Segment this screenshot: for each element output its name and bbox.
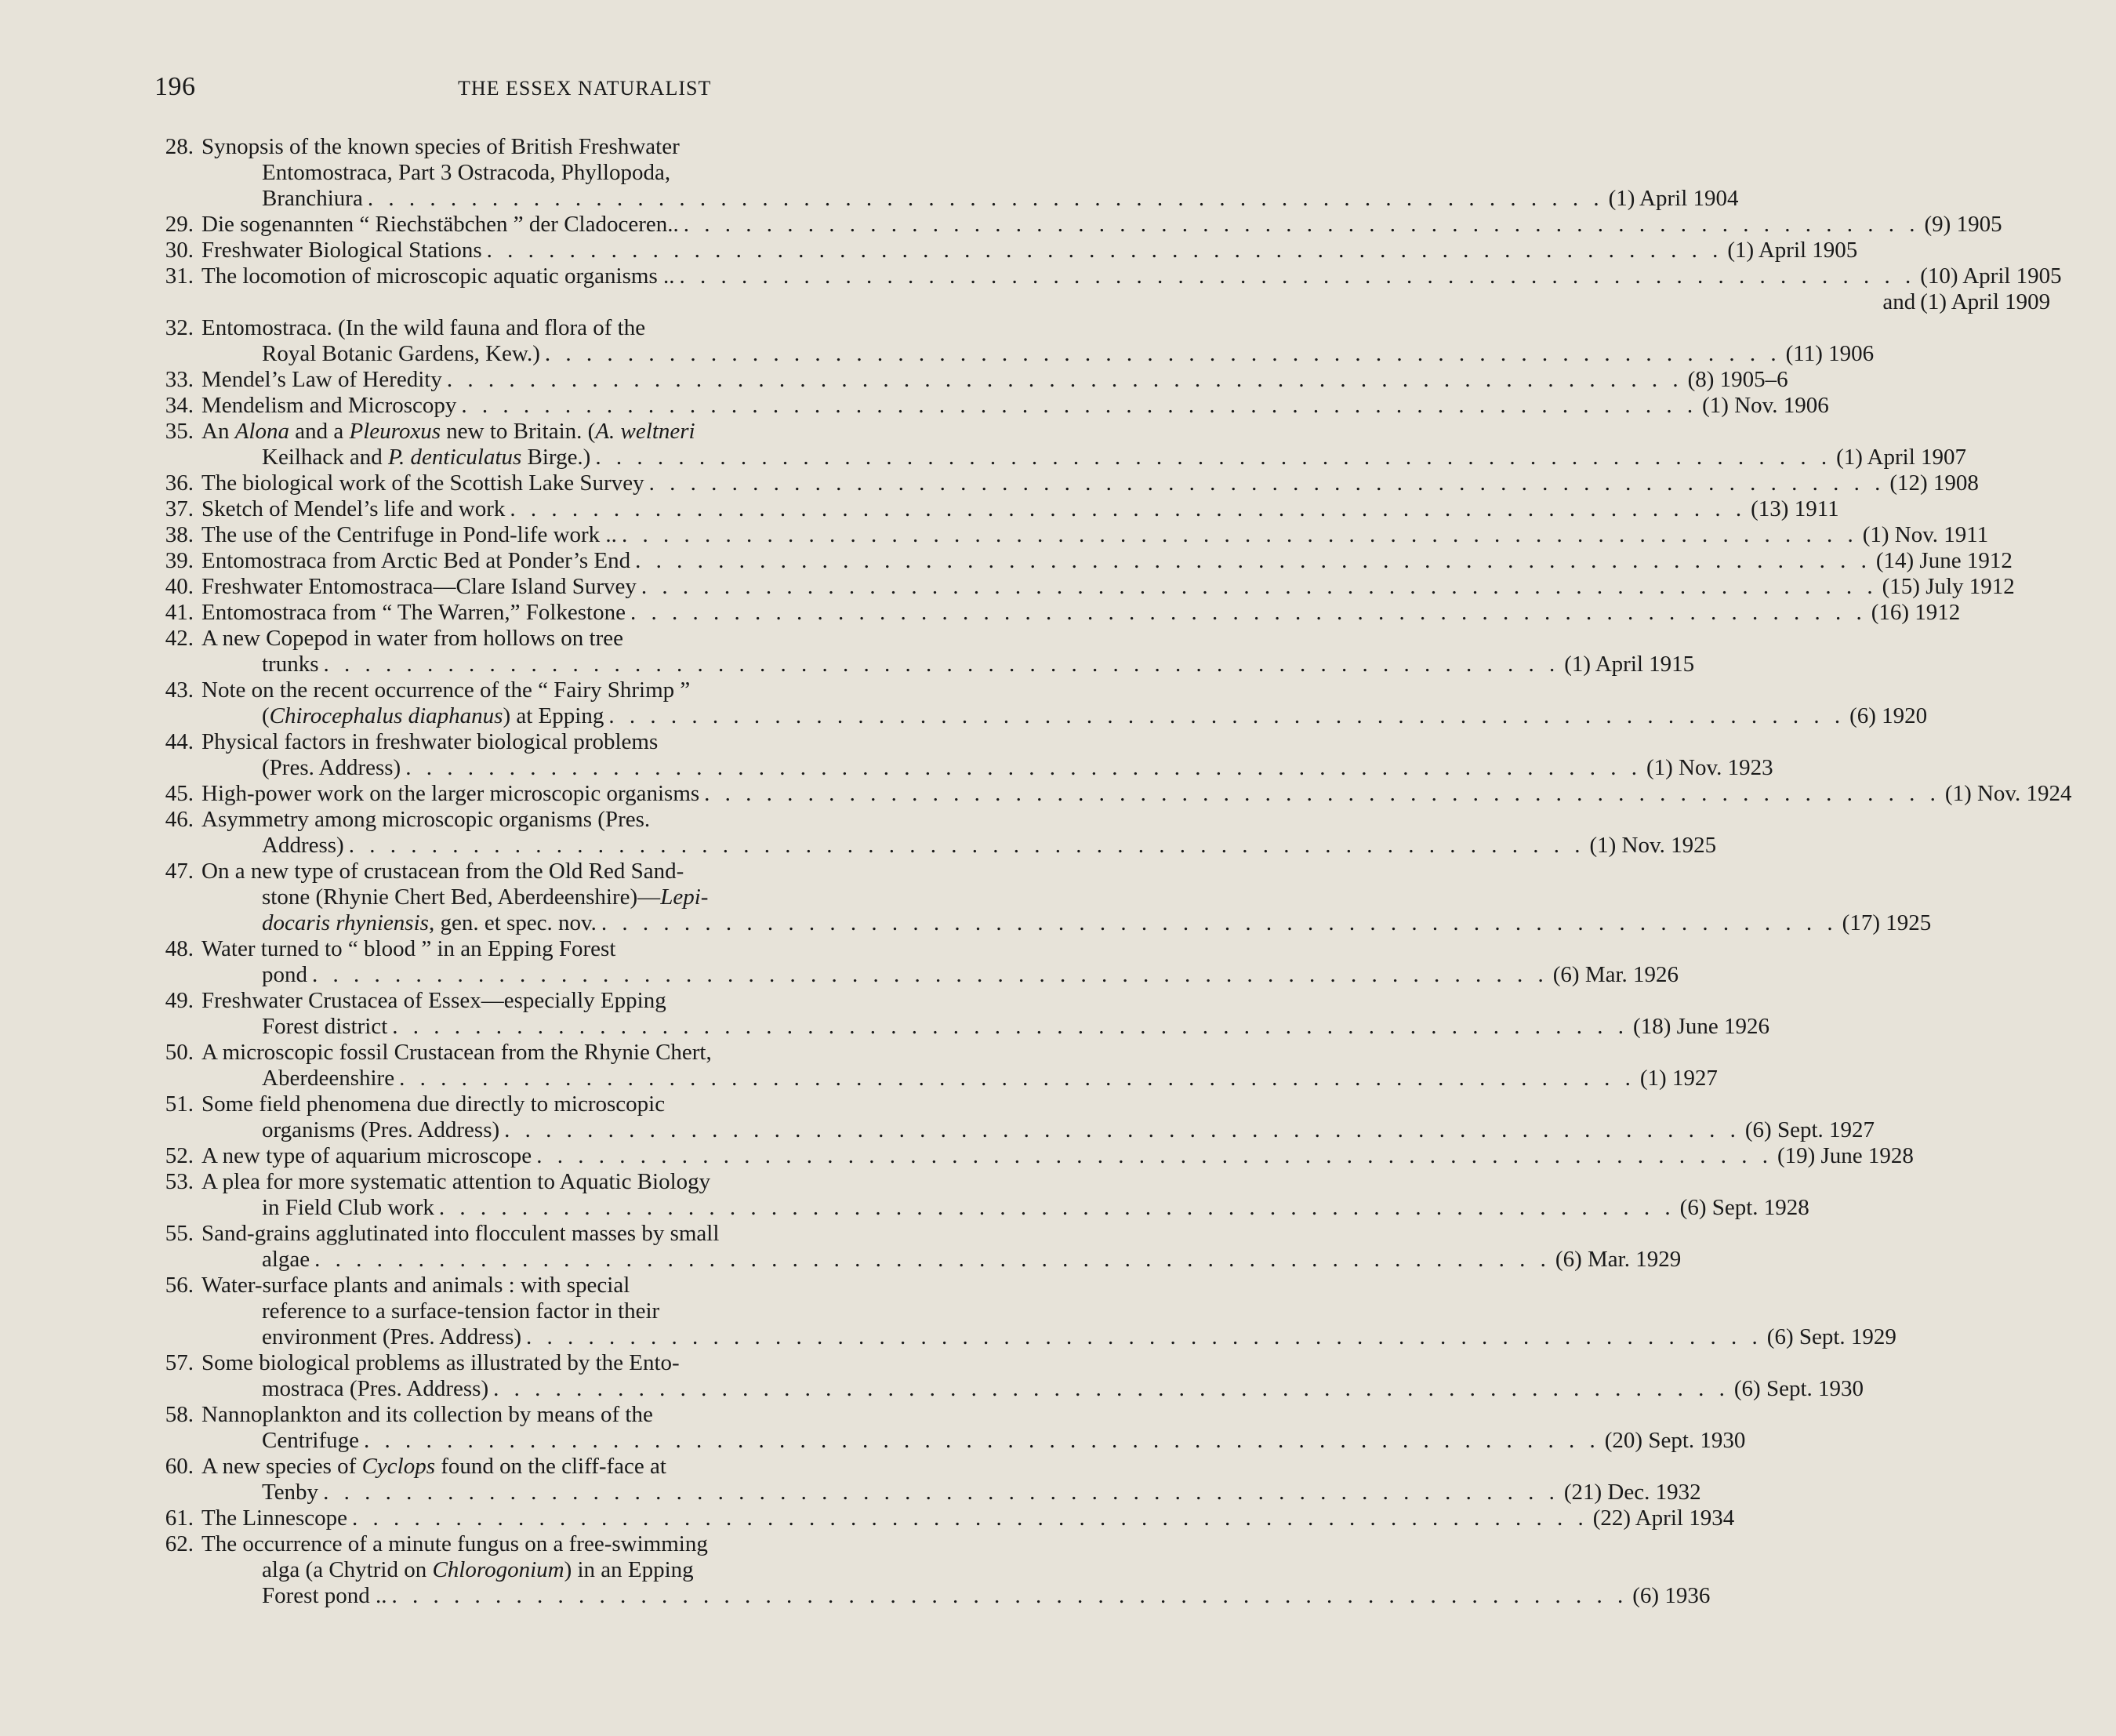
dot-leader: . . . . . . . . . . . . . . . . . . . . . . . . . . . . . . . . . . . . . . . . . . . . . . . . . . . . . . . . . . . . [352, 1505, 1588, 1531]
dot-leader: . . . . . . . . . . . . . . . . . . . . . . . . . . . . . . . . . . . . . . . . . . . . . . . . . . . . . . . . . . . . [405, 755, 1642, 780]
entry-line [201, 1298, 1938, 1324]
bibliography-list [154, 134, 2072, 1609]
entry-title-text: Entomostraca, Part 3 Ostracoda, Phyllopoda, [262, 160, 671, 185]
entry-number: 49. [165, 988, 194, 1013]
entry-number: 37. [165, 496, 194, 521]
bibliography-entry [154, 1350, 1864, 1402]
entry-number: 43. [165, 677, 194, 703]
entry-number: 47. [165, 859, 194, 884]
dot-leader: . . . . . . . . . . . . . . . . . . . . . . . . . . . . . . . . . . . . . . . . . . . . . . . . . . . . . . . . . . . . [683, 212, 1920, 237]
entry-line [201, 1324, 1938, 1350]
dot-leader: . . . . . . . . . . . . . . . . . . . . . . . . . . . . . . . . . . . . . . . . . . . . . . . . . . . . . . . . . . . . [493, 1376, 1729, 1401]
entry-line [201, 522, 2034, 548]
entry-line [201, 781, 2116, 807]
dot-leader: . . . . . . . . . . . . . . . . . . . . . . . . . . . . . . . . . . . . . . . . . . . . . . . . . . . . . . . . . . . . [544, 341, 1781, 366]
entry-reference: (10) April 1905 [1920, 263, 2062, 289]
entry-title-text: Aberdeenshire [262, 1066, 395, 1091]
entry-line [201, 962, 1724, 988]
entry-body [201, 315, 1957, 367]
dot-leader: . . . . . . . . . . . . . . . . . . . . . . . . . . . . . . . . . . . . . . . . . . . . . . . . . . . . . . . . . . . . [486, 238, 1723, 263]
entry-title-text: The Linnescope [201, 1505, 348, 1531]
entry-line [201, 1247, 1726, 1273]
entry-title-text: High-power work on the larger microscopic organisms [201, 781, 700, 806]
entry-number: 36. [165, 470, 194, 496]
entry-line [201, 1505, 1764, 1531]
entry-line [201, 186, 1780, 212]
entry-line [201, 470, 2060, 496]
entry-line [201, 212, 2096, 238]
entry-reference: (1) Nov. 1925 [1589, 833, 1717, 858]
entry-title-text: Synopsis of the known species of British Freshwater [201, 134, 680, 159]
bibliography-entry [154, 1531, 1711, 1609]
dot-leader: . . . . . . . . . . . . . . . . . . . . . . . . . . . . . . . . . . . . . . . . . . . . . . . . . . . . . . . . . . . . [648, 470, 1886, 496]
entry-body [201, 263, 2091, 315]
entry-number: 44. [165, 729, 194, 754]
entry-line [201, 134, 1780, 160]
dot-leader: . . . . . . . . . . . . . . . . . . . . . . . . . . . . . . . . . . . . . . . . . . . . . . . . . . . . . . . . . . . . [601, 910, 1838, 935]
dot-leader: . . . . . . . . . . . . . . . . . . . . . . . . . . . . . . . . . . . . . . . . . . . . . . . . . . . . . . . . . . . . [367, 186, 1604, 211]
entry-number: 35. [165, 419, 194, 444]
bibliography-entry [154, 1040, 1718, 1091]
entry-number: 50. [165, 1040, 194, 1065]
entry-number: 28. [165, 134, 194, 159]
entry-body [201, 548, 2047, 574]
entry-line [201, 1117, 1916, 1143]
bibliography-entry [154, 470, 1979, 496]
page-number: 196 [154, 72, 196, 101]
entry-line [201, 859, 2013, 884]
entry-line [201, 884, 2013, 910]
entry-body [201, 936, 1724, 988]
entry-body [201, 1402, 1776, 1454]
dot-leader: . . . . . . . . . . . . . . . . . . . . . . . . . . . . . . . . . . . . . . . . . . . . . . . . . . . . . . . . . . . . [364, 1428, 1600, 1453]
entry-number: 60. [165, 1454, 194, 1479]
entry-reference: (9) 1905 [1924, 212, 2002, 237]
entry-line [201, 548, 2047, 574]
entry-reference: (1) Nov. 1911 [1862, 522, 1989, 547]
entry-line [201, 729, 1817, 755]
entry-reference: (1) April 1905 [1727, 238, 1858, 263]
entry-number: 52. [165, 1143, 194, 1168]
bibliography-entry [154, 367, 1788, 393]
entry-title-text: Freshwater Crustacea of Essex—especially Epping [201, 988, 666, 1013]
entry-title-text: Freshwater Biological Stations [201, 238, 482, 263]
dot-leader: . . . . . . . . . . . . . . . . . . . . . . . . . . . . . . . . . . . . . . . . . . . . . . . . . . . . . . . . . . . . [536, 1143, 1773, 1168]
entry-line [201, 1454, 1735, 1480]
entry-title-text: stone (Rhynie Chert Bed, Aberdeenshire)—Lepi- [262, 884, 709, 910]
entry-reference: (22) April 1934 [1592, 1505, 1735, 1531]
entry-line [201, 1195, 1851, 1221]
entry-number: 58. [165, 1402, 194, 1427]
dot-leader: . . . . . . . . . . . . . . . . . . . . . . . . . . . . . . . . . . . . . . . . . . . . . . . . . . . . . . . . . . . . [621, 522, 1858, 547]
entry-line [201, 1014, 1804, 1040]
entry-title-text: alga (a Chytrid on Chlorogonium) in an Epping [262, 1557, 694, 1582]
dot-leader: . . . . . . . . . . . . . . . . . . . . . . . . . . . . . . . . . . . . . . . . . . . . . . . . . . . . . . . . . . . . [312, 962, 1548, 987]
entry-line [201, 367, 1859, 393]
entry-title-text: in Field Club work [262, 1195, 434, 1220]
entry-line [201, 1273, 1938, 1298]
entry-body [201, 807, 1760, 859]
entry-title-text: The occurrence of a minute fungus on a free-swimming [201, 1531, 708, 1556]
entry-number: 57. [165, 1350, 194, 1375]
entry-body [201, 1350, 1905, 1402]
bibliography-entry [154, 134, 1739, 212]
entry-title-text: An Alona and a Pleuroxus new to Britain. (A. weltneri [201, 419, 695, 444]
bibliography-entry [154, 548, 2013, 574]
entry-title-text: Nannoplankton and its collection by means of the [201, 1402, 653, 1427]
entry-body [201, 1040, 1811, 1091]
dot-leader: . . . . . . . . . . . . . . . . . . . . . . . . . . . . . . . . . . . . . . . . . . . . . . . . . . . . . . . . . . . . [641, 574, 1878, 599]
entry-reference: (11) 1906 [1785, 341, 1875, 366]
entry-line [201, 677, 2020, 703]
entry-line [201, 936, 1724, 962]
bibliography-entry [154, 212, 2002, 238]
entry-title-text: docaris rhyniensis, gen. et spec. nov. [262, 910, 597, 935]
dot-leader: . . . . . . . . . . . . . . . . . . . . . . . . . . . . . . . . . . . . . . . . . . . . . . . . . . . . . . . . . . . . [595, 445, 1832, 470]
entry-reference: (18) June 1926 [1633, 1014, 1770, 1039]
dot-leader: . . . . . . . . . . . . . . . . . . . . . . . . . . . . . . . . . . . . . . . . . . . . . . . . . . . . . . . . . . . . [510, 496, 1747, 521]
entry-title-text: Address) [262, 833, 344, 858]
entry-body [201, 988, 1804, 1040]
entry-line [201, 652, 1735, 677]
entry-line [201, 833, 1760, 859]
dot-leader: . . . . . . . . . . . . . . . . . . . . . . . . . . . . . . . . . . . . . . . . . . . . . . . . . . . . . . . . . . . . [438, 1195, 1675, 1220]
entry-reference: (1) April 1915 [1564, 652, 1695, 677]
entry-title-text: trunks [262, 652, 319, 677]
dot-leader: . . . . . . . . . . . . . . . . . . . . . . . . . . . . . . . . . . . . . . . . . . . . . . . . . . . . . . . . . . . . [348, 833, 1585, 858]
dot-leader: . . . . . . . . . . . . . . . . . . . . . . . . . . . . . . . . . . . . . . . . . . . . . . . . . . . . . . . . . . . . [314, 1247, 1551, 1272]
bibliography-entry [154, 781, 2072, 807]
entry-title-text: Tenby [262, 1480, 319, 1505]
entry-number: 40. [165, 574, 194, 599]
entry-body [201, 1169, 1851, 1221]
entry-line [201, 1143, 1948, 1169]
entry-title-text: Sand-grains agglutinated into flocculent masses by small [201, 1221, 720, 1246]
dot-leader: . . . . . . . . . . . . . . . . . . . . . . . . . . . . . . . . . . . . . . . . . . . . . . . . . . . . . . . . . . . . [391, 1583, 1628, 1608]
entry-body [201, 1221, 1726, 1273]
entry-title-text: Some field phenomena due directly to microscopic [201, 1091, 666, 1117]
entry-body [201, 1273, 1938, 1350]
entry-reference: (1) 1927 [1639, 1066, 1718, 1091]
bibliography-entry [154, 574, 2015, 600]
entry-line [201, 496, 1922, 522]
entry-number: 48. [165, 936, 194, 961]
entry-title-text: The biological work of the Scottish Lake Survey [201, 470, 644, 496]
entry-reference: (6) Sept. 1929 [1766, 1324, 1896, 1349]
bibliography-entry [154, 496, 1839, 522]
entry-reference: (1) Nov. 1906 [1702, 393, 1829, 418]
bibliography-entry [154, 988, 1770, 1040]
entry-number: 32. [165, 315, 194, 340]
entry-title-text: A new type of aquarium microscope [201, 1143, 532, 1168]
entry-body [201, 419, 2007, 470]
bibliography-entry [154, 807, 1717, 859]
entry-line [201, 988, 1804, 1014]
entry-line [201, 1091, 1916, 1117]
entry-title-text: Asymmetry among microscopic organisms (Pres. [201, 807, 651, 832]
entry-body [201, 677, 2020, 729]
entry-number: 53. [165, 1169, 194, 1194]
entry-title-text: Entomostraca from “ The Warren,” Folkestone [201, 600, 626, 625]
entry-line [201, 315, 1957, 341]
entry-title-text: Physical factors in freshwater biological problems [201, 729, 659, 754]
entry-line [201, 419, 2007, 445]
entry-reference: (19) June 1928 [1777, 1143, 1914, 1168]
entry-title-text: On a new type of crustacean from the Old Red Sand- [201, 859, 684, 884]
bibliography-entry [154, 315, 1875, 367]
entry-reference: (6) Sept. 1930 [1733, 1376, 1864, 1401]
bibliography-entry [154, 729, 1773, 781]
entry-reference: (6) 1920 [1849, 703, 1928, 728]
entry-title-text: Entomostraca. (In the wild fauna and flora of the [201, 315, 646, 340]
entry-title-text: Die sogenannten “ Riechstäbchen ” der Cladoceren.. [201, 212, 679, 237]
entry-line [201, 238, 1898, 263]
entry-body [201, 1531, 1803, 1609]
entry-reference: (1) April 1909 [1920, 289, 2051, 314]
entry-reference: (1) Nov. 1924 [1944, 781, 2072, 806]
entry-line [201, 1376, 1905, 1402]
entry-body [201, 781, 2116, 807]
entry-number: 34. [165, 393, 194, 418]
dot-leader: . . . . . . . . . . . . . . . . . . . . . . . . . . . . . . . . . . . . . . . . . . . . . . . . . . . . . . . . . . . . [608, 703, 1846, 728]
entry-reference: (13) 1911 [1751, 496, 1839, 521]
dot-leader: . . . . . . . . . . . . . . . . . . . . . . . . . . . . . . . . . . . . . . . . . . . . . . . . . . . . . . . . . . . . [679, 263, 1916, 289]
entry-body [201, 470, 2060, 496]
entry-number: 29. [165, 212, 194, 237]
bibliography-entry [154, 1169, 1809, 1221]
entry-reference: (1) April 1904 [1608, 186, 1739, 211]
entry-title-text: Centrifuge [262, 1428, 360, 1453]
bibliography-entry [154, 522, 1989, 548]
entry-title-text: The locomotion of microscopic aquatic organisms .. [201, 263, 675, 289]
entry-title-text: (Chirocephalus diaphanus) at Epping [262, 703, 604, 728]
entry-number: 61. [165, 1505, 194, 1531]
entry-body [201, 1143, 1948, 1169]
bibliography-entry [154, 1454, 1701, 1505]
entry-body [201, 626, 1735, 677]
bibliography-entry [154, 626, 1695, 677]
entry-reference: (15) July 1912 [1882, 574, 2015, 599]
entry-reference: (1) Nov. 1923 [1646, 755, 1773, 780]
entry-reference: (6) Sept. 1927 [1744, 1117, 1875, 1142]
dot-leader: . . . . . . . . . . . . . . . . . . . . . . . . . . . . . . . . . . . . . . . . . . . . . . . . . . . . . . . . . . . . [504, 1117, 1740, 1142]
and-connector: and [1882, 289, 1916, 314]
dot-leader: . . . . . . . . . . . . . . . . . . . . . . . . . . . . . . . . . . . . . . . . . . . . . . . . . . . . . . . . . . . . [704, 781, 1940, 806]
bibliography-entry [154, 1221, 1682, 1273]
entry-line [201, 263, 2091, 289]
dot-leader: . . . . . . . . . . . . . . . . . . . . . . . . . . . . . . . . . . . . . . . . . . . . . . . . . . . . . . . . . . . . [446, 367, 1683, 392]
entry-line [201, 1066, 1811, 1091]
bibliography-entry [154, 600, 1961, 626]
entry-title-text: pond [262, 962, 307, 987]
dot-leader: . . . . . . . . . . . . . . . . . . . . . . . . . . . . . . . . . . . . . . . . . . . . . . . . . . . . . . . . . . . . [461, 393, 1698, 418]
entry-line [201, 755, 1817, 781]
entry-title-text: Forest district [262, 1014, 388, 1039]
entry-number: 31. [165, 263, 194, 289]
bibliography-entry [154, 393, 1829, 419]
entry-title-text: Forest pond .. [262, 1583, 387, 1608]
entry-body [201, 393, 1873, 419]
entry-body [201, 212, 2096, 238]
entry-title-text: Water-surface plants and animals : with special [201, 1273, 630, 1298]
entry-reference: (6) Mar. 1929 [1555, 1247, 1682, 1272]
entry-line [201, 600, 2042, 626]
bibliography-entry [154, 1402, 1746, 1454]
dot-leader: . . . . . . . . . . . . . . . . . . . . . . . . . . . . . . . . . . . . . . . . . . . . . . . . . . . . . . . . . . . . [526, 1324, 1762, 1349]
entry-reference: (12) 1908 [1889, 470, 1979, 496]
entry-body [201, 729, 1817, 781]
bibliography-entry [154, 1505, 1735, 1531]
entry-line [201, 1040, 1811, 1066]
entry-body [201, 1454, 1735, 1505]
entry-body [201, 496, 1922, 522]
entry-reference: (17) 1925 [1842, 910, 1932, 935]
bibliography-entry [154, 238, 1858, 263]
entry-line [201, 1402, 1776, 1428]
entry-number: 38. [165, 522, 194, 547]
entry-reference: (14) June 1912 [1875, 548, 2013, 573]
entry-reference: (21) Dec. 1932 [1563, 1480, 1701, 1505]
bibliography-entry [154, 1091, 1875, 1143]
entry-line [201, 445, 2007, 470]
entry-title-text: Keilhack and P. denticulatus Birge.) [262, 445, 591, 470]
entry-number: 62. [165, 1531, 194, 1556]
entry-title-text: Note on the recent occurrence of the “ Fairy Shrimp ” [201, 677, 691, 703]
entry-title-text: A plea for more systematic attention to Aquatic Biology [201, 1169, 711, 1194]
entry-body [201, 1505, 1764, 1531]
entry-body [201, 600, 2042, 626]
entry-title-text: organisms (Pres. Address) [262, 1117, 500, 1142]
entry-number: 39. [165, 548, 194, 573]
bibliography-entry [154, 1143, 1914, 1169]
entry-title-text: Freshwater Entomostraca—Clare Island Survey [201, 574, 637, 599]
entry-reference: (1) April 1907 [1836, 445, 1967, 470]
entry-number: 30. [165, 238, 194, 263]
entry-title-text: (Pres. Address) [262, 755, 401, 780]
running-title: THE ESSEX NATURALIST [458, 77, 712, 100]
dot-leader: . . . . . . . . . . . . . . . . . . . . . . . . . . . . . . . . . . . . . . . . . . . . . . . . . . . . . . . . . . . . [392, 1014, 1629, 1039]
dot-leader: . . . . . . . . . . . . . . . . . . . . . . . . . . . . . . . . . . . . . . . . . . . . . . . . . . . . . . . . . . . . [323, 652, 1560, 677]
entry-title-text: environment (Pres. Address) [262, 1324, 522, 1349]
entry-body [201, 522, 2034, 548]
entry-line [201, 1557, 1803, 1583]
entry-line [201, 289, 2091, 315]
entry-reference: (6) Sept. 1928 [1679, 1195, 1809, 1220]
entry-title-text: mostraca (Pres. Address) [262, 1376, 489, 1401]
bibliography-entry [154, 263, 2062, 315]
entry-line [201, 1221, 1726, 1247]
entry-number: 46. [165, 807, 194, 832]
entry-title-text: algae [262, 1247, 310, 1272]
entry-line [201, 393, 1873, 419]
entry-line [201, 1350, 1905, 1376]
entry-reference: (8) 1905–6 [1687, 367, 1788, 392]
bibliography-entry [154, 859, 1932, 936]
entry-reference: (20) Sept. 1930 [1604, 1428, 1746, 1453]
entry-number: 42. [165, 626, 194, 651]
entry-title-text: Branchiura [262, 186, 363, 211]
entry-line [201, 626, 1735, 652]
bibliography-entry [154, 419, 1967, 470]
entry-line [201, 160, 1780, 186]
entry-body [201, 859, 2013, 936]
entry-title-text: A new species of Cyclops found on the cliff-face at [201, 1454, 666, 1479]
entry-body [201, 134, 1780, 212]
bibliography-entry [154, 1273, 1896, 1350]
entry-reference: (16) 1912 [1871, 600, 1961, 625]
bibliography-entry [154, 936, 1679, 988]
entry-number: 51. [165, 1091, 194, 1117]
entry-line [201, 1169, 1851, 1195]
entry-reference: (6) Mar. 1926 [1552, 962, 1679, 987]
entry-number: 56. [165, 1273, 194, 1298]
entry-number: 55. [165, 1221, 194, 1246]
entry-title-text: Sketch of Mendel’s life and work [201, 496, 506, 521]
entry-title-text: A new Copepod in water from hollows on tree [201, 626, 624, 651]
bibliography-entry [154, 677, 1928, 729]
dot-leader: . . . . . . . . . . . . . . . . . . . . . . . . . . . . . . . . . . . . . . . . . . . . . . . . . . . . . . . . . . . . [399, 1066, 1635, 1091]
entry-line [201, 1480, 1735, 1505]
entry-body [201, 367, 1859, 393]
entry-title-text: The use of the Centrifuge in Pond-life work .. [201, 522, 617, 547]
entry-reference: (6) 1936 [1632, 1583, 1711, 1608]
entry-line [201, 703, 2020, 729]
entry-title-text: Royal Botanic Gardens, Kew.) [262, 341, 540, 366]
entry-title-text: Mendel’s Law of Heredity [201, 367, 442, 392]
entry-line [201, 341, 1957, 367]
entry-line [201, 910, 2013, 936]
entry-line [201, 807, 1760, 833]
entry-body [201, 1091, 1916, 1143]
entry-line [201, 1428, 1776, 1454]
entry-title-text: Some biological problems as illustrated by the Ento- [201, 1350, 680, 1375]
entry-number: 41. [165, 600, 194, 625]
entry-title-text: reference to a surface-tension factor in their [262, 1298, 660, 1324]
entry-title-text: A microscopic fossil Crustacean from the Rhynie Chert, [201, 1040, 712, 1065]
entry-body [201, 238, 1898, 263]
entry-body [201, 574, 2053, 600]
entry-title-text: Entomostraca from Arctic Bed at Ponder’s End [201, 548, 631, 573]
entry-line [201, 1531, 1803, 1557]
entry-title-text: Mendelism and Microscopy [201, 393, 457, 418]
dot-leader: . . . . . . . . . . . . . . . . . . . . . . . . . . . . . . . . . . . . . . . . . . . . . . . . . . . . . . . . . . . . [635, 548, 1871, 573]
entry-number: 33. [165, 367, 194, 392]
entry-line [201, 574, 2053, 600]
dot-leader: . . . . . . . . . . . . . . . . . . . . . . . . . . . . . . . . . . . . . . . . . . . . . . . . . . . . . . . . . . . . [630, 600, 1867, 625]
dot-leader: . . . . . . . . . . . . . . . . . . . . . . . . . . . . . . . . . . . . . . . . . . . . . . . . . . . . . . . . . . . . [323, 1480, 1559, 1505]
entry-line [201, 1583, 1803, 1609]
page-header [154, 72, 1033, 104]
entry-title-text: Water turned to “ blood ” in an Epping Forest [201, 936, 616, 961]
entry-number: 45. [165, 781, 194, 806]
